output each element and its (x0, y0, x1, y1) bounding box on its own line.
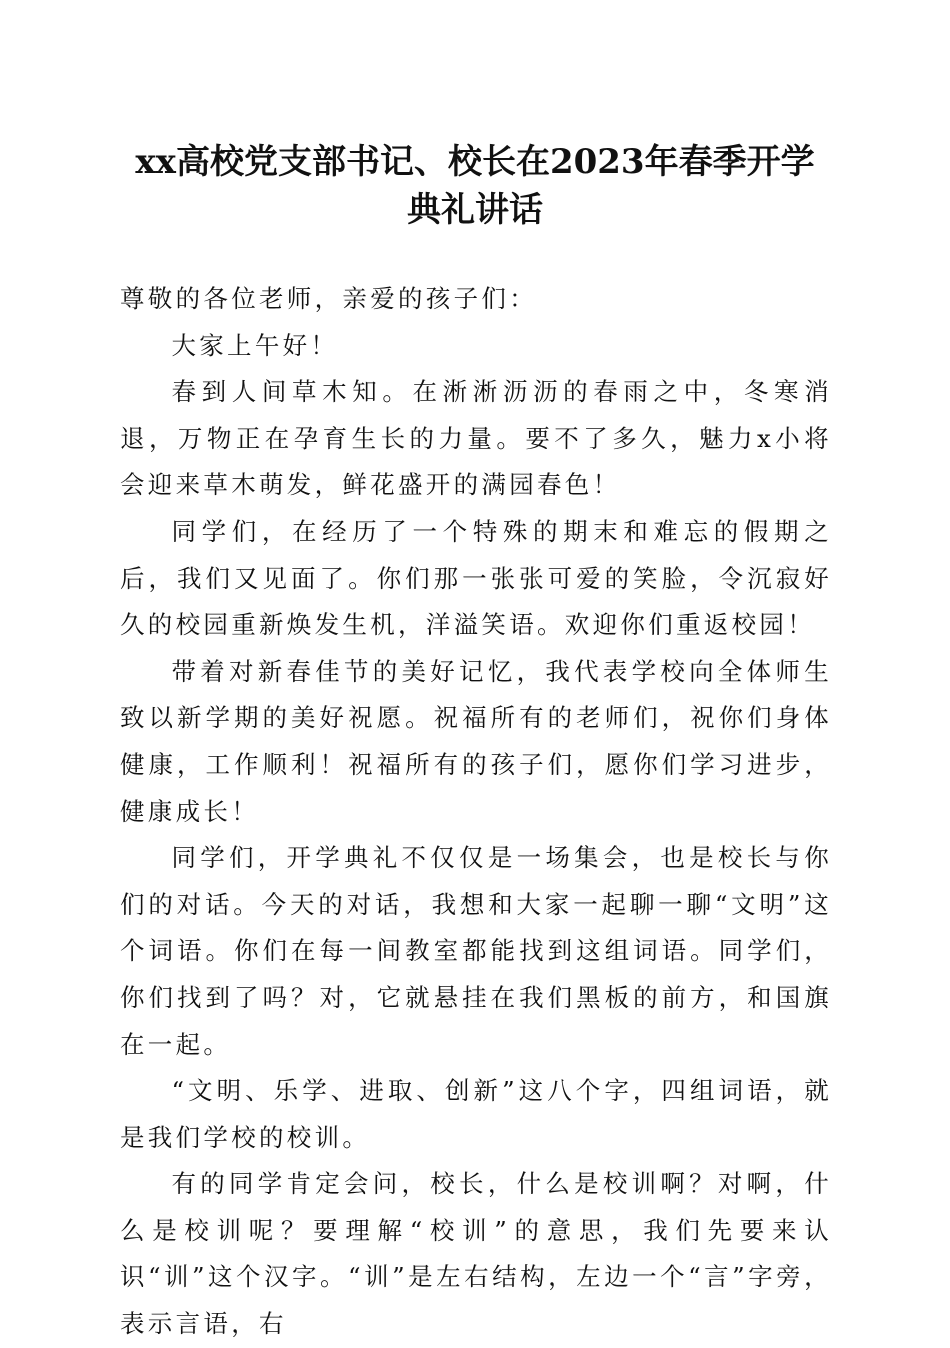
paragraph-welcome: 同学们，在经历了一个特殊的期末和难忘的假期之后，我们又见面了。你们那一张张可爱的笑脸，令沉寂好久的校园重新焕发生机，洋溢笑语。欢迎你们重返校园！ (120, 516, 832, 640)
paragraph-spring: 春到人间草木知。在淅淅沥沥的春雨之中，冬寒消退，万物正在孕育生长的力量。要不了多久，魅力x小将会迎来草木萌发，鲜花盛开的满园春色！ (120, 377, 832, 500)
document-body (120, 276, 832, 1348)
paragraph-dialogue: 同学们，开学典礼不仅仅是一场集会，也是校长与你们的对话。今天的对话，我想和大家一起聊一聊“文明”这个词语。你们在每一间教室都能找到这组词语。同学们，你们找到了吗？对，它就悬挂在我们黑板的前方，和国旗在一起。 (120, 843, 832, 1059)
document-title (100, 138, 850, 234)
salutation: 尊敬的各位老师，亲爱的孩子们： (120, 284, 537, 313)
paragraph-wishes: 带着对新春佳节的美好记忆，我代表学校向全体师生致以新学期的美好祝愿。祝福所有的老师们，祝你们身体健康，工作顺利！祝福所有的孩子们，愿你们学习进步，健康成长！ (120, 656, 832, 826)
paragraph-motto: “文明、乐学、进取、创新”这八个字，四组词语，就是我们学校的校训。 (120, 1076, 832, 1152)
title-line-1: xx高校党支部书记、校长在2023年春季开学 (135, 142, 815, 182)
paragraph-greeting: 大家上午好！ (171, 330, 339, 360)
paragraph-motto-meaning: 有的同学肯定会问，校长，什么是校训啊？对啊，什么是校训呢？要理解“校训”的意思，我们先要来认识“训”这个汉字。“训”是左右结构，左边一个“言”字旁，表示言语，右 (120, 1169, 832, 1339)
title-line-2: 典礼讲话 (407, 190, 543, 230)
